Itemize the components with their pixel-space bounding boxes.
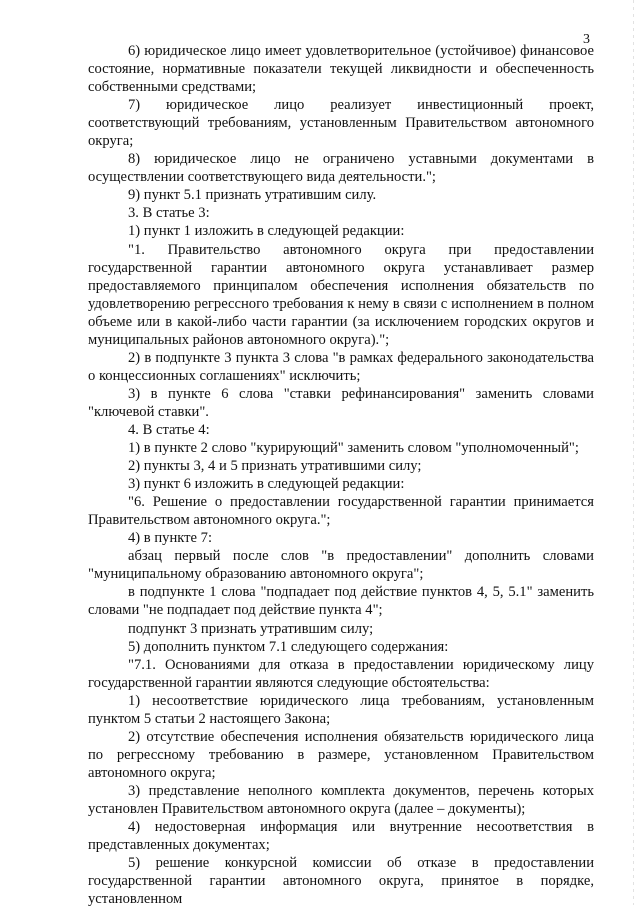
paragraph: 1) пункт 1 изложить в следующей редакции: [128,223,405,240]
paragraph: 6) юридическое лицо имеет удовлетворительное (устойчивое) финансовое состояние, нормативные показатели текущей ликвидности и обеспеченность собственными средствами; [88,43,594,96]
paragraph: подпункт 3 признать утратившим силу; [128,620,374,637]
paragraph: 2) отсутствие обеспечения исполнения обязательств юридического лица по регрессному требованию в размере, установленном Правительством автономного округа; [88,728,594,781]
scan-edge-artifact [633,0,634,905]
paragraph: 9) пункт 5.1 признать утратившим силу. [128,187,377,204]
paragraph: 5) решение конкурсной комиссии об отказе в предоставлении государственной гарантии автономного округа, принятое в порядке, установленном [88,855,594,908]
paragraph: 5) дополнить пунктом 7.1 следующего содержания: [128,638,449,655]
paragraph: 2) пункты 3, 4 и 5 признать утратившими силу; [128,458,422,475]
paragraph: в подпункте 1 слова "подпадает под действие пунктов 4, 5, 5.1" заменить словами "не подпадает под действие пункта 4"; [88,584,594,619]
paragraph: 8) юридическое лицо не ограничено уставными документами в осуществлении соответствующего вида деятельности."; [88,151,594,186]
paragraph: 3) пункт 6 изложить в следующей редакции: [128,476,405,493]
paragraph: 4) в пункте 7: [128,530,213,547]
paragraph: 1) в пункте 2 слово "курирующий" заменить словом "уполномоченный"; [128,440,579,457]
paragraph: 4. В статье 4: [128,421,210,438]
paragraph: 3) в пункте 6 слова "ставки рефинансирования" заменить словами "ключевой ставки". [88,385,594,420]
document-body [88,42,594,908]
paragraph: "6. Решение о предоставлении государственной гарантии принимается Правительством автономного округа."; [88,494,594,529]
paragraph: "7.1. Основаниями для отказа в предоставлении юридическому лицу государственной гарантии являются следующие обстоятельства: [88,656,594,691]
paragraph: 4) недостоверная информация или внутренние несоответствия в представленных документах; [88,819,594,854]
paragraph: 3) представление неполного комплекта документов, перечень которых установлен Правительством автономного округа (далее – документы); [88,782,594,817]
paragraph: 3. В статье 3: [128,205,210,222]
page-number: 3 [583,32,590,47]
paragraph: "1. Правительство автономного округа при предоставлении государственной гарантии автономного округа устанавливает размер предоставляемого принципалом обеспечения исполнения обязательств по удовлетворению регрессного требования к нему в связи с исполнением в полном объеме или в какой-либо части гарантии (за исключением городских округов и муниципальных районов автономного округа)."; [88,241,594,348]
paragraph: абзац первый после слов "в предоставлении" дополнить словами "муниципальному образованию автономного округа"; [88,548,594,583]
paragraph: 7) юридическое лицо реализует инвестиционный проект, соответствующий требованиям, установленным Правительством автономного округа; [88,97,594,150]
paragraph: 2) в подпункте 3 пункта 3 слова "в рамках федерального законодательства о концессионных соглашениях" исключить; [88,349,594,384]
paragraph: 1) несоответствие юридического лица требованиям, установленным пунктом 5 статьи 2 настоящего Закона; [88,692,594,727]
